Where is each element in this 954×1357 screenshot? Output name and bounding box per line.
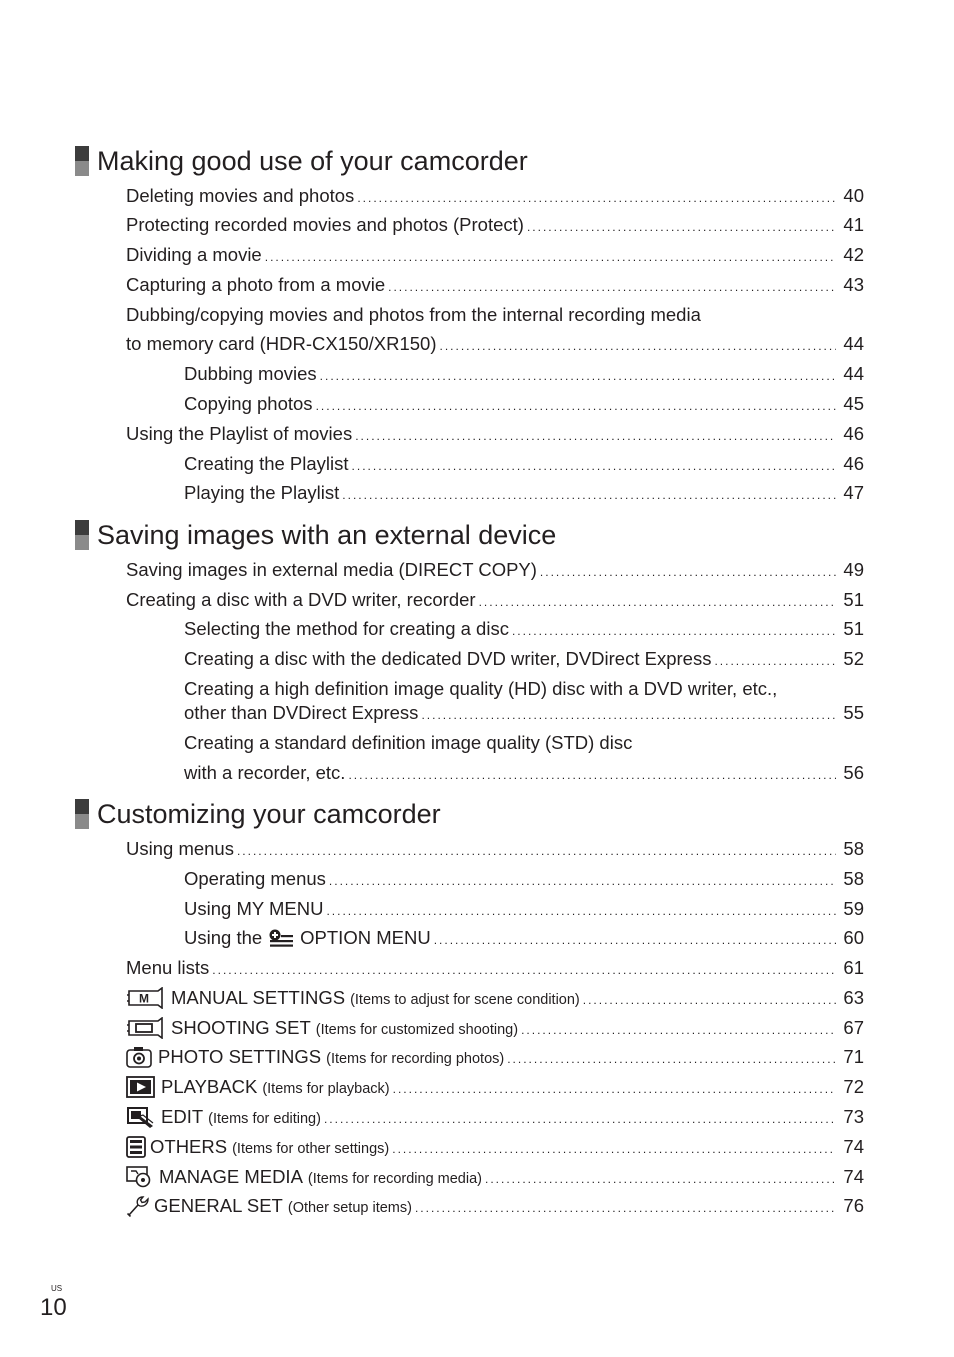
toc-page-number: 44: [843, 363, 864, 384]
toc-page-number: 58: [843, 868, 864, 889]
region-code: US: [51, 1284, 63, 1293]
toc-entry-title: Dubbing movies: [184, 363, 317, 384]
toc-page-number: 59: [843, 898, 864, 919]
toc-entry-title: [159, 1165, 482, 1191]
section-marker: [75, 799, 89, 829]
toc-entry[interactable]: [126, 332, 864, 356]
toc-page-number: 43: [843, 274, 864, 295]
toc-entry-text-after-icon: OPTION MENU: [300, 927, 431, 948]
dot-leader: [415, 1196, 836, 1220]
dot-leader: [392, 1137, 836, 1161]
toc-entry-title: Using the Playlist of movies: [126, 423, 353, 444]
toc-page-number: 49: [843, 559, 864, 580]
toc-page-number: 74: [843, 1136, 864, 1157]
toc-entry[interactable]: [126, 184, 864, 208]
toc-entry-title: Copying photos: [184, 393, 313, 414]
toc-page-number: 63: [843, 987, 864, 1008]
dot-leader: [355, 424, 836, 448]
menu-description: (Items to adjust for scene condition): [350, 992, 580, 1008]
toc-subentry[interactable]: [184, 897, 864, 921]
toc-page-number: 46: [843, 453, 864, 474]
toc-page-number: 51: [843, 589, 864, 610]
menu-name: PLAYBACK: [161, 1076, 258, 1097]
dot-leader: [485, 1167, 836, 1191]
wrench-icon: [126, 1195, 150, 1217]
toc-entry[interactable]: [126, 956, 864, 980]
toc-subentry[interactable]: [184, 761, 864, 785]
toc-entry-manual-settings[interactable]: [126, 986, 864, 1010]
toc-entry-title: Saving images in external media (DIRECT COPY): [126, 559, 537, 580]
playback-icon: [126, 1076, 155, 1098]
toc-entry-text-before-icon: Using the: [184, 927, 263, 948]
toc-entry-title-line1[interactable]: Creating a standard definition image quality (STD) disc: [184, 732, 633, 753]
toc-page-number: 56: [843, 762, 864, 783]
dot-leader: [324, 1107, 836, 1131]
toc-entry-title: [154, 1194, 412, 1220]
section-heading-customizing: [75, 798, 875, 832]
dot-leader: [237, 839, 836, 863]
toc-entry-title: [184, 926, 431, 950]
dot-leader: [342, 483, 836, 507]
menu-description: (Items for recording photos): [326, 1051, 505, 1067]
toc-page-number: 58: [843, 838, 864, 859]
toc-page-number: 51: [843, 618, 864, 639]
option-menu-icon: [268, 928, 294, 948]
section-title: Making good use of your camcorder: [97, 146, 528, 176]
dot-leader: [316, 394, 836, 418]
menu-description: (Items for other settings): [232, 1141, 390, 1157]
toc-entry-title-line2: to memory card (HDR-CX150/XR150): [126, 333, 437, 354]
toc-subentry[interactable]: [184, 926, 864, 950]
toc-entry-title: Dividing a movie: [126, 244, 262, 265]
dot-leader: [439, 334, 836, 358]
dot-leader: [527, 215, 836, 239]
toc-entry-title: Creating the Playlist: [184, 453, 349, 474]
dot-leader: [329, 869, 836, 893]
toc-page-number: 52: [843, 648, 864, 669]
toc-page-number: 60: [843, 927, 864, 948]
dot-leader: [421, 703, 836, 727]
dot-leader: [521, 1018, 836, 1042]
section-heading-saving-images: [75, 519, 875, 553]
dot-leader: [212, 958, 836, 982]
page-number: 10: [40, 1294, 67, 1321]
toc-entry-photo-settings[interactable]: [126, 1045, 864, 1069]
toc-page-number: 71: [843, 1046, 864, 1067]
dot-leader: [265, 245, 836, 269]
toc-entry-title: Deleting movies and photos: [126, 185, 355, 206]
section-marker: [75, 146, 89, 176]
toc-subentry[interactable]: [184, 867, 864, 891]
menu-description: (Items for playback): [262, 1081, 390, 1097]
menu-description: (Items for recording media): [307, 1171, 482, 1187]
toc-entry-title: Using MY MENU: [184, 898, 324, 919]
toc-entry-title: Operating menus: [184, 868, 326, 889]
toc-entry-title: Menu lists: [126, 957, 210, 978]
dot-leader: [434, 928, 836, 952]
toc-entry-title: Creating a disc with a DVD writer, recorder: [126, 589, 476, 610]
dot-leader: [326, 899, 836, 923]
toc-page-number: 45: [843, 393, 864, 414]
menu-name: OTHERS: [150, 1136, 228, 1157]
toc-entry-others[interactable]: [126, 1135, 864, 1159]
toc-entry-title: Selecting the method for creating a disc: [184, 618, 509, 639]
toc-subentry[interactable]: [184, 647, 864, 671]
toc-subentry[interactable]: [184, 617, 864, 641]
toc-entry-title: Creating a disc with the dedicated DVD writer, DVDirect Express: [184, 648, 712, 669]
toc-subentry[interactable]: [184, 701, 864, 725]
toc-entry-title: Protecting recorded movies and photos (Protect): [126, 214, 524, 235]
menu-description: (Items for customized shooting): [315, 1022, 519, 1038]
toc-entry-title: Using menus: [126, 838, 234, 859]
section-title: Customizing your camcorder: [97, 799, 441, 829]
toc-entry-title: [158, 1045, 504, 1071]
toc-entry-title: Capturing a photo from a movie: [126, 274, 386, 295]
toc-page-number: 41: [843, 214, 864, 235]
dot-leader: [352, 454, 836, 478]
toc-entry[interactable]: [126, 558, 864, 582]
toc-entry-title: [161, 1075, 390, 1101]
toc-page-number: 67: [843, 1017, 864, 1038]
menu-name: SHOOTING SET: [171, 1017, 311, 1038]
toc-page-number: 72: [843, 1076, 864, 1097]
toc-entry[interactable]: [126, 422, 864, 446]
toc-entry-title: [150, 1135, 389, 1161]
toc-entry[interactable]: [126, 273, 864, 297]
toc-entry-title-line1[interactable]: Dubbing/copying movies and photos from the internal recording media: [126, 304, 701, 325]
dot-leader: [512, 619, 836, 643]
manual-settings-icon: [126, 987, 165, 1009]
dot-leader: [540, 560, 836, 584]
toc-entry-title: [171, 1016, 518, 1042]
svg-text:M: M: [139, 991, 149, 1006]
dot-leader: [507, 1047, 836, 1071]
toc-entry-title: [161, 1105, 321, 1131]
others-icon: [126, 1136, 146, 1158]
toc-subentry[interactable]: [184, 452, 864, 476]
toc-entry-title: [171, 986, 580, 1012]
camera-icon: [126, 1046, 152, 1068]
toc-entry-title-line2: with a recorder, etc.: [184, 762, 346, 783]
dot-leader: [388, 275, 836, 299]
toc-page-number: 61: [843, 957, 864, 978]
toc-entry[interactable]: [126, 837, 864, 861]
toc-page-number: 46: [843, 423, 864, 444]
toc-page-number: 40: [843, 185, 864, 206]
toc-page-number: 73: [843, 1106, 864, 1127]
toc-entry[interactable]: [126, 588, 864, 612]
toc-page-number: 47: [843, 482, 864, 503]
dot-leader: [393, 1077, 836, 1101]
toc-subentry[interactable]: [184, 392, 864, 416]
dot-leader: [357, 186, 836, 210]
toc-entry-edit[interactable]: [126, 1105, 864, 1129]
dot-leader: [348, 763, 836, 787]
dot-leader: [479, 590, 836, 614]
manage-media-icon: [126, 1166, 153, 1188]
section-marker: [75, 520, 89, 550]
toc-entry[interactable]: [126, 213, 864, 237]
toc-page-number: 44: [843, 333, 864, 354]
menu-description: (Items for editing): [208, 1111, 321, 1127]
toc-subentry[interactable]: [184, 481, 864, 505]
toc-entry[interactable]: [126, 243, 864, 267]
toc-entry-title-line1[interactable]: Creating a high definition image quality (HD) disc with a DVD writer, etc.,: [184, 678, 778, 699]
toc-page-number: 76: [843, 1195, 864, 1216]
dot-leader: [583, 988, 836, 1012]
section-heading-making-good-use: [75, 145, 875, 179]
menu-description: (Other setup items): [287, 1200, 412, 1216]
menu-name: PHOTO SETTINGS: [158, 1046, 322, 1067]
edit-icon: [126, 1106, 155, 1128]
toc-entry-manage-media[interactable]: [126, 1165, 864, 1189]
toc-entry-title-line2: other than DVDirect Express: [184, 702, 419, 723]
section-title: Saving images with an external device: [97, 520, 557, 550]
dot-leader: [714, 649, 836, 673]
toc-entry-shooting-set[interactable]: [126, 1016, 864, 1040]
toc-entry-general-set[interactable]: [126, 1194, 864, 1218]
toc-page-number: 55: [843, 702, 864, 723]
toc-page-number: 42: [843, 244, 864, 265]
toc-entry-playback[interactable]: [126, 1075, 864, 1099]
dot-leader: [320, 364, 836, 388]
menu-name: MANAGE MEDIA: [159, 1166, 303, 1187]
menu-name: MANUAL SETTINGS: [171, 987, 346, 1008]
menu-name: EDIT: [161, 1106, 204, 1127]
toc-entry-title: Playing the Playlist: [184, 482, 340, 503]
shooting-set-icon: [126, 1017, 165, 1039]
toc-page-number: 74: [843, 1166, 864, 1187]
menu-name: GENERAL SET: [154, 1195, 283, 1216]
toc-subentry[interactable]: [184, 362, 864, 386]
